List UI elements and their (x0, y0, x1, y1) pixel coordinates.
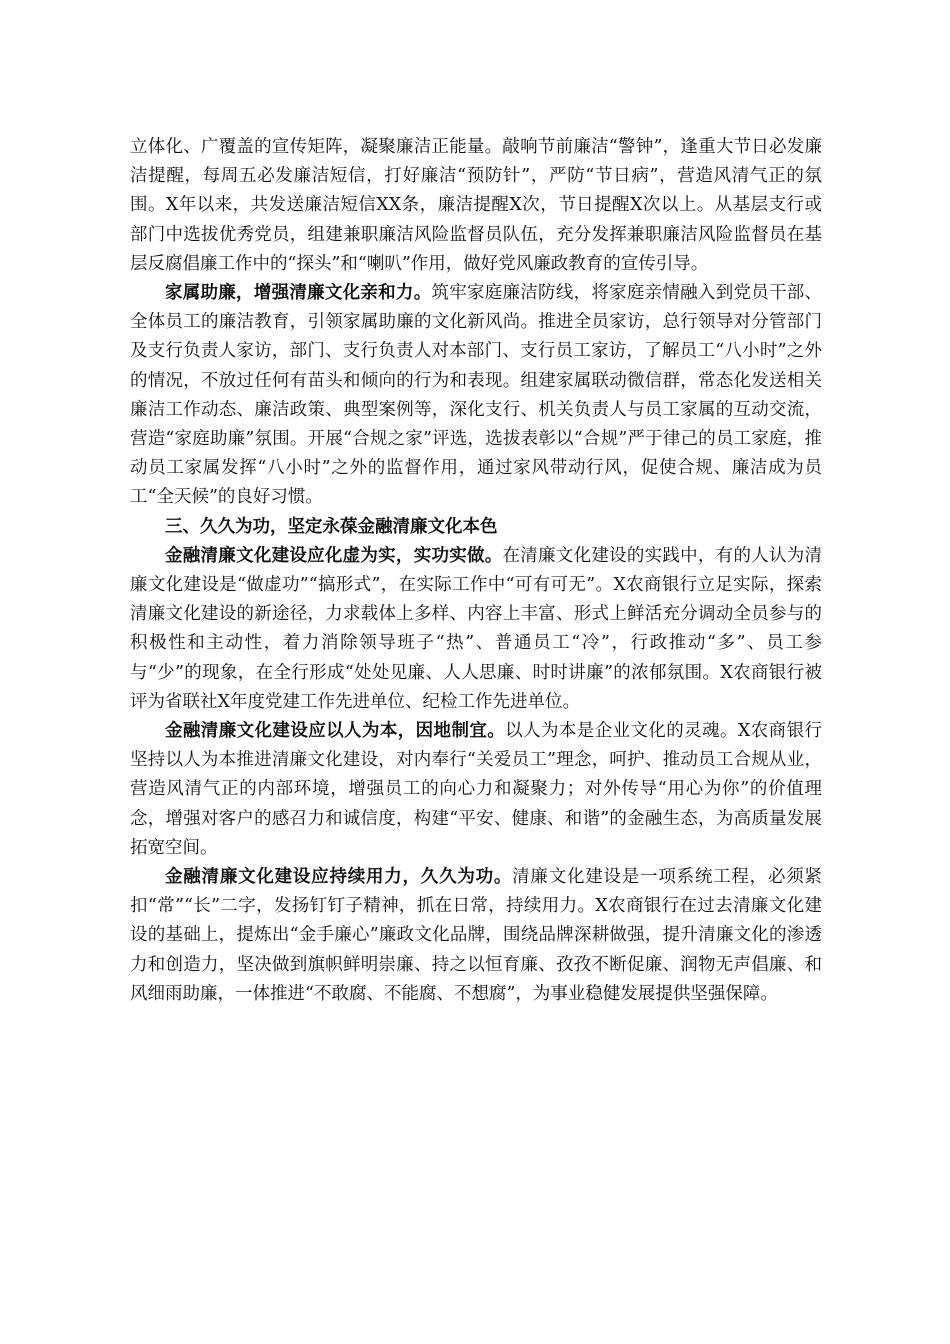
paragraph-lead: 金融清廉文化建设应持续用力，久久为功。 (165, 867, 513, 888)
paragraph-text: 清廉文化建设是一项系统工程，必须紧扣“常”“长”二字，发扬钉钉子精神，抓在日常，持续用力。X农商银行在过去清廉文化建设的基础上，提炼出“金手廉心”廉政文化品牌，围绕品牌深耕做强，提升清廉文化的渗透力和创造力，坚决做到旗帜鲜明崇廉、持之以恒育廉、孜孜不断促廉、润物无声倡廉、和风细雨助廉，一体推进“不敢腐、不能腐、不想腐”，为事业稳健发展提供坚强保障。 (130, 867, 822, 1004)
paragraph-practical-work (130, 542, 822, 717)
paragraph-lead: 家属助廉，增强清廉文化亲和力。 (165, 283, 432, 304)
paragraph-continuation (130, 133, 822, 279)
paragraph-lead: 金融清廉文化建设应以人为本，因地制宜。 (165, 721, 506, 742)
paragraph-people-oriented (130, 717, 822, 863)
paragraph-text: 筑牢家庭廉洁防线，将家庭亲情融入到党员干部、全体员工的廉洁教育，引领家属助廉的文化新风尚。推进全员家访，总行领导对分管部门及支行负责人家访，部门、支行负责人对本部门、支行员工家访，了解员工“八小时”之外的情况，不放过任何有苗头和倾向的行为和表现。组建家属联动微信群，常态化发送相关廉洁工作动态、廉洁政策、典型案例等，深化支行、机关负责人与员工家属的互动交流，营造“家庭助廉”氛围。开展“合规之家”评选，选拔表彰以“合规”严于律己的员工家庭，推动员工家属发挥“八小时”之外的监督作用，通过家风带动行风，促使合规、廉洁成为员工“全天候”的良好习惯。 (130, 283, 823, 508)
document-body (130, 133, 822, 1009)
paragraph-family-integrity (130, 279, 822, 513)
section-heading: 三、久久为功，坚定永葆金融清廉文化本色 (165, 516, 498, 537)
paragraph-sustained-effort (130, 863, 822, 1009)
paragraph-text: 立体化、广覆盖的宣传矩阵，凝聚廉洁正能量。敲响节前廉洁“警钟”，逢重大节日必发廉洁提醒，每周五必发廉洁短信，打好廉洁“预防针”，严防“节日病”，营造风清气正的氛围。X年以来，共发送廉洁短信XX条，廉洁提醒X次，节日提醒X次以上。从基层支行或部门中选拔优秀党员，组建兼职廉洁风险监督员队伍，充分发挥兼职廉洁风险监督员在基层反腐倡廉工作中的“探头”和“喇叭”作用，做好党风廉政教育的宣传引导。 (130, 137, 822, 274)
paragraph-lead: 金融清廉文化建设应化虚为实，实功实做。 (165, 545, 503, 566)
paragraph-text: 以人为本是企业文化的灵魂。X农商银行坚持以人为本推进清廉文化建设，对内奉行“关爱员工”理念，呵护、推动员工合规从业，营造风清气正的内部环境，增强员工的向心力和凝聚力；对外传导“用心为你”的价值理念，增强对客户的感召力和诚信度，构建“平安、健康、和谐”的金融生态，为高质量发展拓宽空间。 (130, 721, 822, 858)
paragraph-text: 在清廉文化建设的实践中，有的人认为清廉文化建设是“做虚功”“搞形式”，在实际工作中“可有可无”。X农商银行立足实际，探索清廉文化建设的新途径，力求载体上多样、内容上丰富、形式上鲜活充分调动全员参与的积极性和主动性，着力消除领导班子“热”、普通员工“冷”，行政推动“多”、员工参与“少”的现象，在全行形成“处处见廉、人人思廉、时时讲廉”的浓郁氛围。X农商银行被评为省联社X年度党建工作先进单位、纪检工作先进单位。 (130, 545, 823, 712)
